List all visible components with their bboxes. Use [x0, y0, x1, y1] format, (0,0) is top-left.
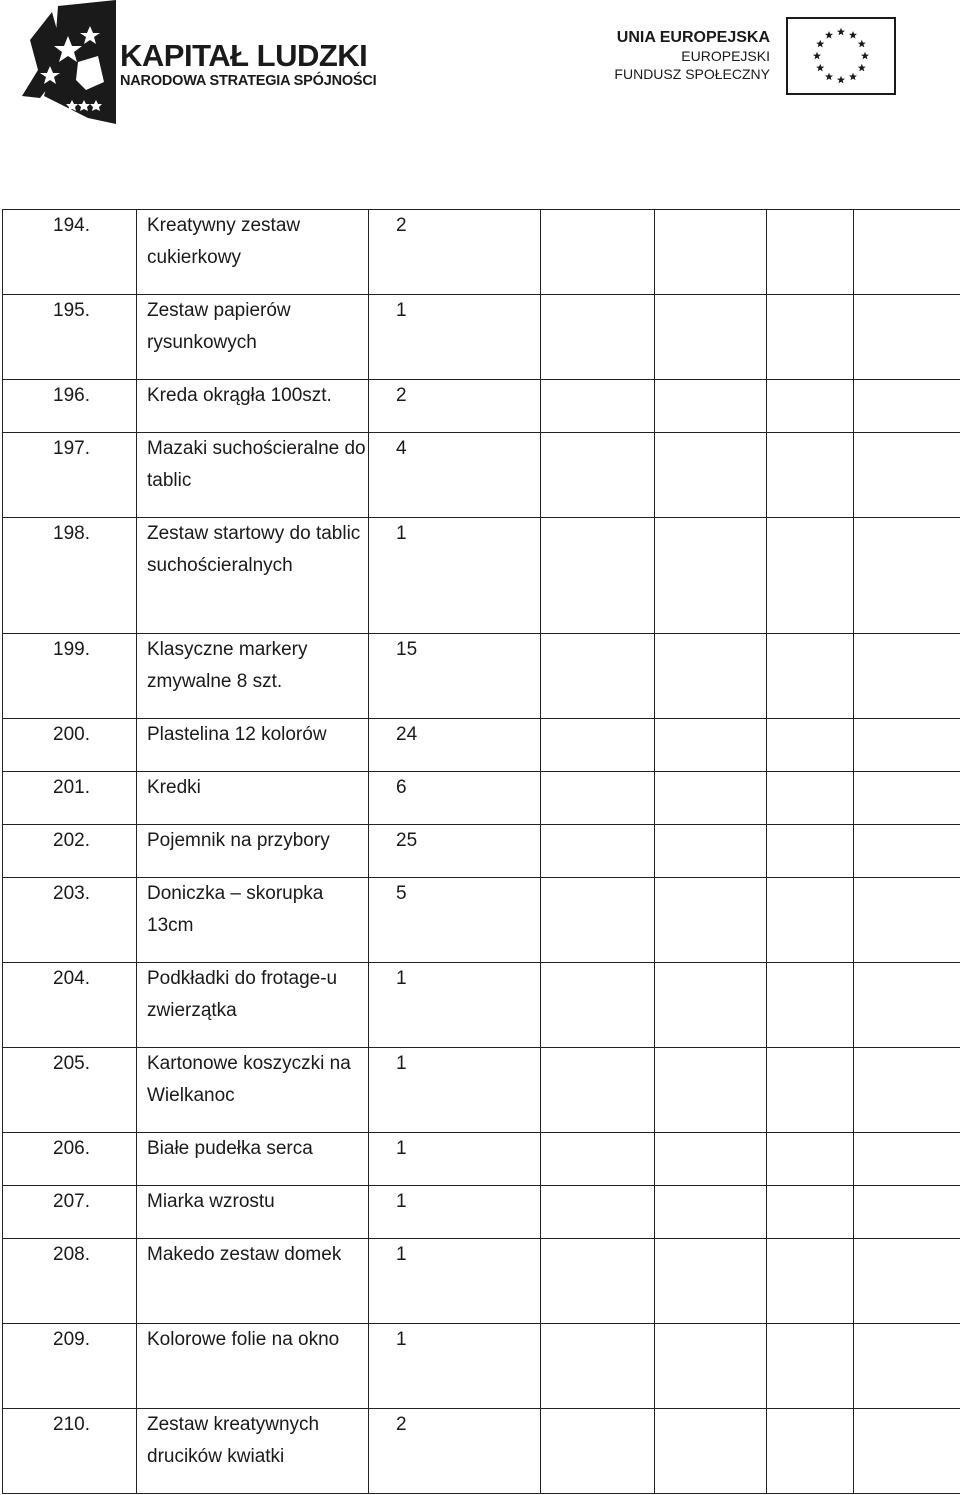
item-name: Pojemnik na przybory — [137, 825, 369, 878]
empty-cell — [854, 1324, 960, 1409]
table-row — [3, 1133, 960, 1186]
empty-cell — [854, 825, 960, 878]
table-row — [3, 380, 960, 433]
row-number: 205. — [3, 1048, 137, 1133]
empty-cell — [767, 433, 854, 518]
page-header — [0, 0, 960, 140]
item-quantity: 6 — [369, 772, 541, 825]
eu-line-1: UNIA EUROPEJSKA — [616, 29, 770, 46]
table-row — [3, 1409, 960, 1494]
empty-cell — [655, 1048, 767, 1133]
table-row — [3, 719, 960, 772]
empty-cell — [655, 210, 767, 295]
table-row — [3, 1048, 960, 1133]
item-quantity: 1 — [369, 1048, 541, 1133]
empty-cell — [655, 1409, 767, 1494]
empty-cell — [655, 295, 767, 380]
table-row — [3, 1239, 960, 1324]
item-quantity: 1 — [369, 295, 541, 380]
row-number: 194. — [3, 210, 137, 295]
item-quantity: 1 — [369, 963, 541, 1048]
row-number: 203. — [3, 878, 137, 963]
empty-cell — [541, 825, 655, 878]
item-name: Kreda okrągła 100szt. — [137, 380, 369, 433]
empty-cell — [655, 878, 767, 963]
empty-cell — [655, 825, 767, 878]
item-name: Makedo zestaw domek — [137, 1239, 369, 1324]
empty-cell — [655, 1133, 767, 1186]
empty-cell — [541, 518, 655, 634]
item-name: Miarka wzrostu — [137, 1186, 369, 1239]
item-name: Kartonowe koszyczki na Wielkanoc — [137, 1048, 369, 1133]
empty-cell — [767, 210, 854, 295]
empty-cell — [854, 518, 960, 634]
eu-flag-icon — [786, 17, 896, 95]
item-name: Kredki — [137, 772, 369, 825]
row-number: 201. — [3, 772, 137, 825]
empty-cell — [767, 772, 854, 825]
row-number: 198. — [3, 518, 137, 634]
empty-cell — [767, 825, 854, 878]
empty-cell — [854, 210, 960, 295]
empty-cell — [541, 634, 655, 719]
logo-subtitle: NARODOWA STRATEGIA SPÓJNOŚCI — [120, 73, 377, 89]
empty-cell — [655, 380, 767, 433]
item-quantity: 1 — [369, 1186, 541, 1239]
empty-cell — [854, 963, 960, 1048]
empty-cell — [854, 772, 960, 825]
empty-cell — [655, 1186, 767, 1239]
item-name: Białe pudełka serca — [137, 1133, 369, 1186]
empty-cell — [767, 1324, 854, 1409]
empty-cell — [655, 1239, 767, 1324]
table-row — [3, 963, 960, 1048]
item-quantity: 5 — [369, 878, 541, 963]
empty-cell — [655, 634, 767, 719]
empty-cell — [541, 1048, 655, 1133]
row-number: 206. — [3, 1133, 137, 1186]
empty-cell — [655, 719, 767, 772]
empty-cell — [854, 1409, 960, 1494]
row-number: 210. — [3, 1409, 137, 1494]
logo-title: KAPITAŁ LUDZKI — [120, 38, 368, 73]
empty-cell — [767, 1048, 854, 1133]
empty-cell — [541, 1186, 655, 1239]
empty-cell — [541, 963, 655, 1048]
item-name: Kreatywny zestaw cukierkowy — [137, 210, 369, 295]
empty-cell — [854, 1239, 960, 1324]
items-table — [2, 209, 960, 1494]
empty-cell — [541, 433, 655, 518]
empty-cell — [541, 1239, 655, 1324]
table-row — [3, 518, 960, 634]
empty-cell — [854, 433, 960, 518]
item-quantity: 1 — [369, 1133, 541, 1186]
item-quantity: 4 — [369, 433, 541, 518]
item-name: Zestaw papierów rysunkowych — [137, 295, 369, 380]
row-number: 196. — [3, 380, 137, 433]
empty-cell — [655, 1324, 767, 1409]
empty-cell — [854, 380, 960, 433]
item-name: Doniczka – skorupka 13cm — [137, 878, 369, 963]
item-name: Klasyczne markery zmywalne 8 szt. — [137, 634, 369, 719]
empty-cell — [767, 1133, 854, 1186]
item-quantity: 2 — [369, 380, 541, 433]
row-number: 197. — [3, 433, 137, 518]
item-quantity: 1 — [369, 1239, 541, 1324]
empty-cell — [854, 719, 960, 772]
empty-cell — [541, 772, 655, 825]
empty-cell — [767, 719, 854, 772]
row-number: 208. — [3, 1239, 137, 1324]
item-name: Zestaw startowy do tablic suchościeralnych — [137, 518, 369, 634]
row-number: 199. — [3, 634, 137, 719]
empty-cell — [854, 1133, 960, 1186]
empty-cell — [854, 1048, 960, 1133]
kapital-ludzki-logo-text — [120, 40, 377, 90]
empty-cell — [541, 295, 655, 380]
item-quantity: 15 — [369, 634, 541, 719]
table-row — [3, 295, 960, 380]
empty-cell — [655, 433, 767, 518]
item-name: Kolorowe folie na okno — [137, 1324, 369, 1409]
item-quantity: 1 — [369, 518, 541, 634]
eu-line-3: FUNDUSZ SPOŁECZNY — [614, 66, 770, 82]
item-quantity: 1 — [369, 1324, 541, 1409]
empty-cell — [854, 634, 960, 719]
empty-cell — [541, 719, 655, 772]
table-row — [3, 825, 960, 878]
table-row — [3, 772, 960, 825]
empty-cell — [655, 963, 767, 1048]
item-name: Podkładki do frotage-u zwierzątka — [137, 963, 369, 1048]
empty-cell — [541, 380, 655, 433]
table-row — [3, 634, 960, 719]
row-number: 200. — [3, 719, 137, 772]
empty-cell — [767, 963, 854, 1048]
empty-cell — [854, 878, 960, 963]
item-name: Mazaki suchościeralne do tablic — [137, 433, 369, 518]
empty-cell — [655, 772, 767, 825]
row-number: 195. — [3, 295, 137, 380]
empty-cell — [541, 1133, 655, 1186]
table-row — [3, 1186, 960, 1239]
item-quantity: 25 — [369, 825, 541, 878]
item-name: Zestaw kreatywnych drucików kwiatki — [137, 1409, 369, 1494]
item-quantity: 2 — [369, 210, 541, 295]
empty-cell — [541, 1409, 655, 1494]
empty-cell — [767, 380, 854, 433]
row-number: 204. — [3, 963, 137, 1048]
empty-cell — [541, 878, 655, 963]
empty-cell — [767, 878, 854, 963]
empty-cell — [767, 295, 854, 380]
row-number: 207. — [3, 1186, 137, 1239]
empty-cell — [767, 634, 854, 719]
table-row — [3, 433, 960, 518]
empty-cell — [854, 1186, 960, 1239]
item-name: Plastelina 12 kolorów — [137, 719, 369, 772]
kapital-ludzki-emblem-icon — [20, 0, 116, 124]
item-quantity: 2 — [369, 1409, 541, 1494]
empty-cell — [767, 1239, 854, 1324]
table-row — [3, 1324, 960, 1409]
empty-cell — [767, 1409, 854, 1494]
empty-cell — [767, 1186, 854, 1239]
table-row — [3, 878, 960, 963]
empty-cell — [655, 518, 767, 634]
empty-cell — [767, 518, 854, 634]
row-number: 202. — [3, 825, 137, 878]
empty-cell — [541, 1324, 655, 1409]
item-quantity: 24 — [369, 719, 541, 772]
empty-cell — [854, 295, 960, 380]
eu-line-2: EUROPEJSKI — [681, 48, 770, 64]
eu-logo-text — [570, 28, 770, 83]
row-number: 209. — [3, 1324, 137, 1409]
empty-cell — [541, 210, 655, 295]
table-row — [3, 210, 960, 295]
